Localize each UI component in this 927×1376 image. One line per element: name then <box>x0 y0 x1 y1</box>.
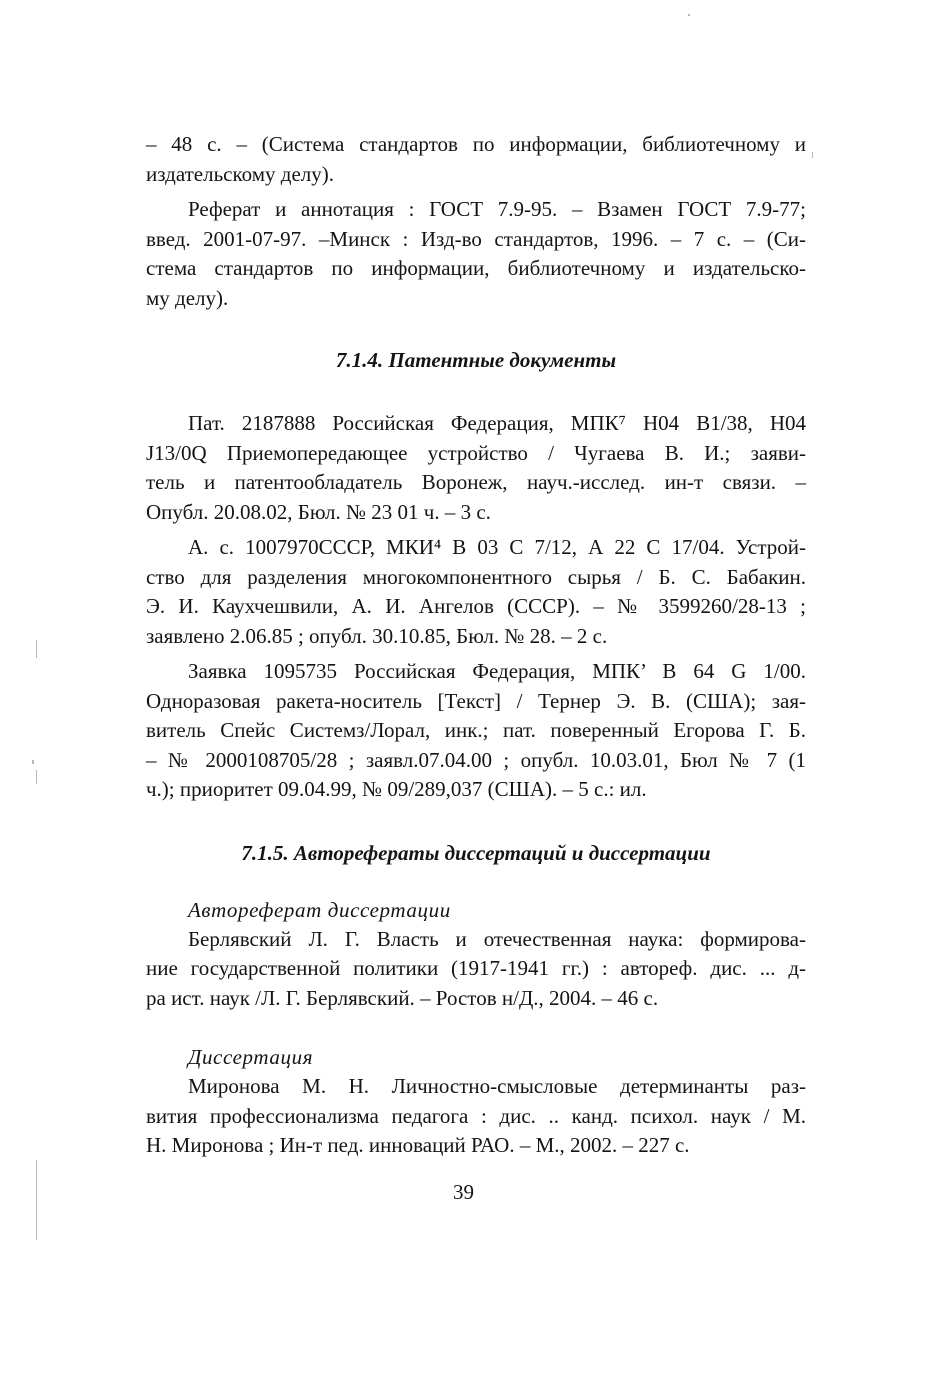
text-line: ние государственной политики (1917-1941 гг.) : автореф. дис. ... д- <box>146 956 806 980</box>
section-title-dissertations: 7.1.5. Авторефераты диссертаций и диссертации <box>241 840 711 865</box>
text-line: – № 2000108705/28 ; заявл.07.04.00 ; опубл. 10.03.01, Бюл № 7 (1 <box>146 747 806 772</box>
section-title-patent-documents: 7.1.4. Патентные документы <box>335 348 617 372</box>
text-line: му делу). <box>146 285 229 310</box>
text-line: витель Спейс Системз/Лорал, инк.; пат. поверенный Егорова Г. Б. <box>146 718 806 742</box>
document-page <box>146 130 806 1161</box>
paragraph-autoreferat <box>146 925 806 1014</box>
text-line: стема стандартов по информации, библиотечному и издательско- <box>146 256 806 280</box>
text-line: тель и патентообладатель Воронеж, науч.-исслед. ин-т связи. – <box>146 470 806 494</box>
text-line: Опубл. 20.08.02, Бюл. № 23 01 ч. – 3 с. <box>146 499 491 524</box>
paragraph-gost-reference <box>146 195 806 313</box>
text-line: Миронова М. Н. Личностно-смысловые детерминанты раз- <box>188 1074 806 1098</box>
paragraph-patent-1 <box>146 409 806 527</box>
subheading-dissertation: Диссертация <box>188 1045 314 1069</box>
text-line: J13/0Q Приемопередающее устройство / Чугаева В. И.; заяви- <box>146 440 806 465</box>
page-number: 39 <box>453 1180 474 1204</box>
text-line: ра ист. наук /Л. Г. Берлявский. – Ростов н/Д., 2004. – 46 с. <box>146 985 659 1010</box>
text-line: Н. Миронова ; Ин-т пед. инноваций РАО. – М., 2002. – 227 с. <box>146 1133 690 1157</box>
text-line: Заявка 1095735 Российская Федерация, МПК’ В 64 G 1/00. <box>188 659 806 683</box>
text-line: – 48 с. – (Система стандартов по информации, библиотечному и <box>146 132 806 156</box>
text-line: Берлявский Л. Г. Власть и отечественная наука: формирова- <box>188 926 806 951</box>
scan-edge-mark-1 <box>36 640 37 658</box>
scan-edge-mark-3 <box>36 770 37 784</box>
text-line: издательскому делу). <box>146 161 334 186</box>
paragraph-patent-2 <box>146 533 806 651</box>
text-line: Реферат и аннотация : ГОСТ 7.9-95. – Взамен ГОСТ 7.9-77; <box>188 197 806 221</box>
text-line: А. с. 1007970СССР, МКИ⁴ В 03 С 7/12, А 22 С 17/04. Устрой- <box>188 535 806 559</box>
text-line: ч.); приоритет 09.04.99, № 09/289,037 (США). – 5 с.: ил. <box>146 777 647 801</box>
scan-speck-top <box>688 14 690 16</box>
paragraph-top-continuation <box>146 130 806 189</box>
text-line: ство для разделения многокомпонентного сырья / Б. С. Бабакин. <box>146 564 806 589</box>
paragraph-patent-3 <box>146 657 806 805</box>
scan-edge-mark-2 <box>32 760 34 764</box>
scan-speck-right <box>812 152 813 158</box>
text-line: заявлено 2.06.85 ; опубл. 30.10.85, Бюл. № 28. – 2 с. <box>146 623 608 648</box>
text-line: Пат. 2187888 Российская Федерация, МПК⁷ Н04 В1/38, Н04 <box>188 411 806 435</box>
paragraph-dissertation <box>146 1072 806 1161</box>
subheading-autoreferat: Автореферат диссертации <box>188 897 451 922</box>
text-line: Э. И. Каухчешвили, А. И. Ангелов (СССР). – № 3599260/28-13 ; <box>146 594 806 618</box>
text-line: введ. 2001-07-97. –Минск : Изд-во стандартов, 1996. – 7 с. – (Си- <box>146 226 806 251</box>
text-line: вития профессионализма педагога : дис. .. канд. психол. наук / М. <box>146 1103 806 1128</box>
text-line: Одноразовая ракета-носитель [Текст] / Тернер Э. В. (США); зая- <box>146 688 806 713</box>
